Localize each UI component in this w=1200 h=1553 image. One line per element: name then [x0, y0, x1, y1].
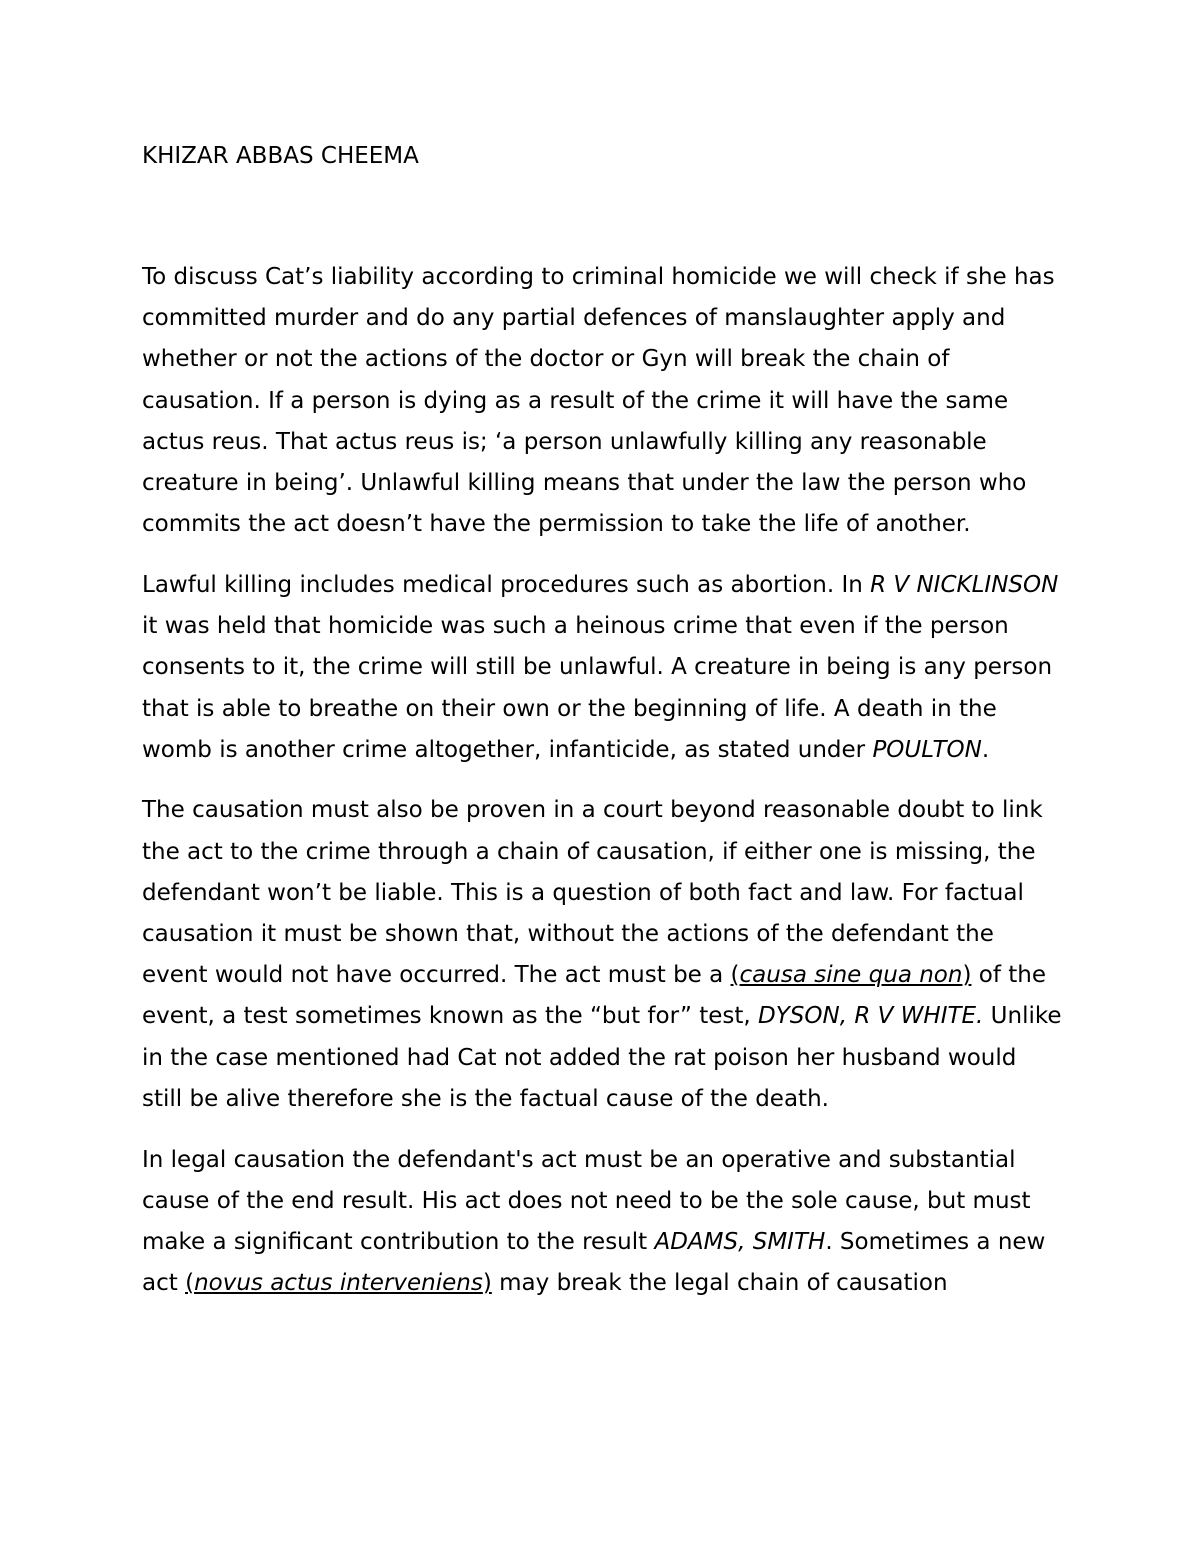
- paragraph-3-text-3: Unlike in the case mentioned had Cat not added the rat poison her husband would still be alive therefore she is the factual cause of the death.: [142, 1003, 1062, 1112]
- latin-phrase-open-paren: (: [185, 1270, 195, 1297]
- latin-phrase-novus-actus-interveniens: novus actus interveniens: [194, 1270, 483, 1297]
- case-citation-dyson-white: DYSON, R V WHITE.: [758, 1003, 984, 1030]
- paragraph-4-text-2: . Sometimes a new act: [142, 1228, 1046, 1297]
- latin-phrase-close-paren: ): [482, 1270, 492, 1297]
- document-body: [142, 136, 1062, 1324]
- latin-phrase-close-paren: ): [962, 962, 972, 989]
- latin-phrase-open-paren: (: [730, 962, 740, 989]
- paragraph-4: [142, 1140, 1062, 1305]
- paragraph-2: [142, 565, 1062, 771]
- author-name: KHIZAR ABBAS CHEEMA: [142, 143, 419, 169]
- case-citation-adams-smith: ADAMS, SMITH: [654, 1228, 826, 1255]
- paragraph-3: [142, 790, 1062, 1120]
- paragraph-4-text-1: In legal causation the defendant's act must be an operative and substantial cause of the end result. His act does not need to be the sole cause, but must make a significant contribution to the result: [142, 1146, 1031, 1255]
- paragraph-2-text-2: it was held that homicide was such a heinous crime that even if the person consents to it, the crime will still be unlawful. A creature in being is any person that is able to breathe on their own or the beginning of life. A death in the womb is another crime altogether, infanticide, as stated under: [142, 613, 1053, 763]
- paragraph-2-text-3: .: [981, 736, 990, 763]
- paragraph-2-text-1: Lawful killing includes medical procedures such as abortion. In: [142, 571, 871, 598]
- paragraph-3-text-1: The causation must also be proven in a court beyond reasonable doubt to link the act to the crime through a chain of causation, if either one is missing, the defendant won’t be liable. This is a question of both fact and law. For factual causation it must be shown that, without the actions of the defendant the event would not have occurred. The act must be a: [142, 797, 1043, 989]
- paragraph-3-text-2: of the event, a test sometimes known as the “but for” test,: [142, 962, 1046, 1030]
- case-citation-poulton: POULTON: [872, 736, 982, 763]
- latin-phrase-causa-sine-qua-non: causa sine qua non: [739, 962, 963, 989]
- case-citation-nicklinson: R V NICKLINSON: [870, 571, 1059, 598]
- paragraph-4-text-3: may break the legal chain of causation: [491, 1270, 948, 1297]
- paragraph-1: To discuss Cat’s liability according to criminal homicide we will check if she has committed murder and do any partial defences of manslaughter apply and whether or not the actions of the doctor or Gyn will break the chain of causation. If a person is dying as a result of the crime it will have the same actus reus. That actus reus is; ‘a person unlawfully killing any reasonable creature in being’. Unlawful killing means that under the law the person who commits the act doesn’t have the permission to take the life of another.: [142, 264, 1055, 538]
